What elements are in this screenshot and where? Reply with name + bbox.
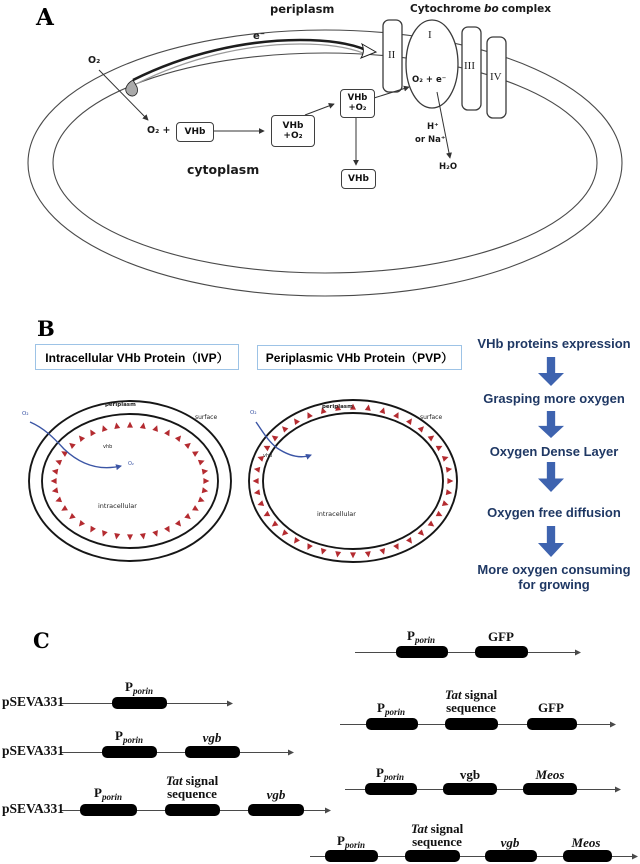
pvp-o2-outside-label: O₂ bbox=[250, 410, 257, 416]
cytoplasm-label: cytoplasm bbox=[187, 162, 260, 177]
transport-arrow bbox=[305, 104, 334, 115]
gene-box-tat bbox=[445, 718, 498, 730]
vhb-triangle bbox=[436, 443, 444, 451]
backbone-label-2: pSEVA331 bbox=[2, 743, 65, 758]
unit-ii-label: II bbox=[388, 49, 396, 61]
electron-label: e⁻ bbox=[253, 31, 266, 42]
gene-box-pporin bbox=[396, 646, 448, 658]
h-plus-label: H⁺ bbox=[427, 122, 439, 132]
vhb-triangle bbox=[175, 520, 183, 528]
vhb-triangle bbox=[418, 529, 426, 537]
vhb-triangle bbox=[152, 424, 160, 432]
ivp-vhb-triangles bbox=[51, 422, 210, 541]
vhb-triangle bbox=[365, 404, 372, 411]
gene-box-pporin bbox=[80, 804, 137, 816]
vhb-triangle bbox=[67, 441, 75, 449]
vhb-released-box: VHb bbox=[341, 169, 376, 189]
h2o-label: H₂O bbox=[439, 162, 458, 172]
vhb-triangle bbox=[442, 500, 450, 508]
vhb-triangle bbox=[203, 478, 209, 484]
vhb-triangle bbox=[262, 511, 270, 519]
pporin-label: $P_{porin}$ bbox=[376, 765, 404, 782]
gene-box-vgb bbox=[185, 746, 240, 758]
gene-box-gfp bbox=[475, 646, 528, 658]
vhb-triangle bbox=[127, 422, 133, 428]
vgb-label: vgb bbox=[266, 787, 286, 802]
meos-label: Meos bbox=[571, 835, 601, 850]
o2-plus-label: O₂ + bbox=[147, 125, 171, 136]
vhb-triangle bbox=[270, 433, 278, 441]
panel-a-cell-diagram bbox=[0, 0, 640, 310]
backbone-label-3: pSEVA331 bbox=[2, 801, 65, 816]
vhb-triangle bbox=[67, 513, 75, 521]
vhb-triangle bbox=[51, 487, 58, 494]
gene-box-meos bbox=[523, 783, 577, 795]
vhb-triangle bbox=[262, 443, 270, 451]
pvp-intracellular-label: intracellular bbox=[317, 510, 356, 518]
vhb-triangle bbox=[379, 406, 387, 414]
vhb-triangle bbox=[184, 513, 192, 521]
gene-box-vgb bbox=[248, 804, 304, 816]
vhb-triangle bbox=[365, 551, 372, 558]
pvp-vhb-triangles bbox=[253, 404, 454, 559]
gene-box-pporin bbox=[112, 697, 167, 709]
vhb-triangle bbox=[152, 530, 160, 538]
vhb-triangle bbox=[54, 458, 62, 466]
pvp-vhb-label: vhb bbox=[263, 453, 273, 459]
vhb-triangle bbox=[428, 433, 436, 441]
pporin-label: $P_{porin}$ bbox=[115, 728, 143, 745]
unit-i-label: I bbox=[428, 29, 432, 41]
vhb-o2-box: VHb +O₂ bbox=[271, 115, 315, 147]
vhb-triangle bbox=[428, 521, 436, 529]
complex-unit-i bbox=[406, 20, 458, 108]
vgb-label: vgb bbox=[459, 767, 481, 782]
pporin-label: $P_{porin}$ bbox=[125, 679, 153, 696]
o2-electron-label: O₂ + e⁻ bbox=[412, 75, 447, 85]
unit-iii-label: III bbox=[464, 60, 475, 72]
pporin-label: $P_{porin}$ bbox=[337, 833, 365, 850]
vhb-triangle bbox=[100, 424, 108, 432]
flow-step-4: Oxygen free diffusion bbox=[487, 505, 621, 520]
gene-box-gfp bbox=[527, 718, 577, 730]
vhb-o2-box-membrane: VHb +O₂ bbox=[340, 89, 375, 118]
pporin-label: $P_{porin}$ bbox=[377, 700, 405, 717]
vhb-triangle bbox=[393, 543, 401, 551]
vhb-triangle bbox=[51, 478, 57, 484]
pporin-label: $P_{porin}$ bbox=[407, 628, 435, 645]
flow-step-3: Oxygen Dense Layer bbox=[489, 444, 619, 459]
gene-box-vgb bbox=[443, 783, 497, 795]
gene-box-meos bbox=[563, 850, 612, 862]
outer-membrane bbox=[28, 30, 622, 296]
flow-step-5: More oxygen consuming for growing bbox=[477, 562, 631, 592]
vhb-triangle bbox=[446, 489, 453, 496]
ivp-surface-label: surface bbox=[195, 414, 218, 421]
vhb-triangle bbox=[442, 454, 450, 462]
vgb-label: vgb bbox=[500, 835, 520, 850]
vhb-triangle bbox=[319, 548, 327, 556]
vhb-triangle bbox=[164, 526, 172, 534]
vhb-triangle bbox=[406, 537, 414, 545]
vhb-triangle bbox=[253, 478, 259, 484]
periplasm-label: periplasm bbox=[270, 2, 335, 16]
vhb-triangle bbox=[113, 422, 120, 429]
ivp-o2-outside-label: O₂ bbox=[22, 411, 29, 417]
vhb-triangle bbox=[202, 468, 209, 475]
tat-signal-label: Tat signal sequence bbox=[410, 821, 464, 849]
gene-box-pporin bbox=[102, 746, 157, 758]
ivp-vhb-label: vhb bbox=[103, 444, 113, 450]
vhb-triangle bbox=[77, 520, 85, 528]
gene-box-vgb bbox=[485, 850, 537, 862]
vgb-label: vgb bbox=[202, 730, 222, 745]
pvp-title-box: Periplasmic VHb Protein（PVP） bbox=[257, 345, 462, 370]
vhb-triangle bbox=[334, 551, 341, 558]
vhb-triangle bbox=[202, 487, 209, 494]
vhb-triangle bbox=[253, 489, 260, 496]
vhb-triangle bbox=[51, 468, 58, 475]
gene-box-pporin bbox=[365, 783, 417, 795]
vhb-triangle bbox=[127, 534, 133, 540]
vhb-triangle bbox=[393, 411, 401, 419]
o2-outside-label: O₂ bbox=[88, 55, 101, 66]
flow-step-1: VHb proteins expression bbox=[477, 336, 631, 351]
tat-signal-label: Tat signal sequence bbox=[165, 773, 219, 801]
pvp-periplasm-label: periplasm bbox=[322, 404, 353, 410]
or-na-label: or Na⁺ bbox=[415, 135, 446, 145]
tat-signal-label: Tat signal sequence bbox=[444, 687, 498, 715]
vhb-triangle bbox=[175, 434, 183, 442]
cytochrome-complex-title: Cytochrome bo complex bbox=[410, 3, 552, 15]
pvp-cell bbox=[249, 400, 457, 562]
vhb-triangle bbox=[60, 449, 68, 457]
gfp-label: GFP bbox=[488, 629, 514, 644]
vhb-triangle bbox=[305, 411, 313, 419]
vhb-triangle bbox=[446, 466, 453, 473]
vhb-triangle bbox=[280, 529, 288, 537]
ivp-intracellular-label: intracellular bbox=[98, 502, 137, 510]
vhb-triangle bbox=[140, 422, 147, 429]
vhb-triangle bbox=[88, 428, 96, 436]
flow-step-2: Grasping more oxygen bbox=[483, 391, 625, 406]
vhb-triangle bbox=[192, 449, 200, 457]
vhb-triangle bbox=[164, 428, 172, 436]
ivp-cell bbox=[29, 401, 231, 561]
vhb-triangle bbox=[198, 496, 206, 504]
panel-b-letter: B bbox=[37, 316, 55, 341]
vhb-triangle bbox=[305, 543, 313, 551]
pvp-surface-label: surface bbox=[420, 414, 443, 421]
vhb-triangle bbox=[436, 511, 444, 519]
vhb-triangle bbox=[379, 548, 387, 556]
vhb-triangle bbox=[100, 530, 108, 538]
vhb-triangle bbox=[198, 458, 206, 466]
vhb-triangle bbox=[60, 505, 68, 513]
ivp-o2-inside-label: O₂ bbox=[128, 461, 134, 467]
vhb-triangle bbox=[447, 478, 453, 484]
vhb-triangle bbox=[406, 417, 414, 425]
panel-a-letter: A bbox=[36, 4, 54, 31]
gene-box-tat bbox=[165, 804, 220, 816]
vhb-triangle bbox=[88, 526, 96, 534]
gfp-label: GFP bbox=[538, 700, 564, 715]
vhb-triangle bbox=[280, 424, 288, 432]
cytochrome-bo-complex bbox=[383, 20, 506, 118]
vhb-triangle bbox=[54, 496, 62, 504]
vhb-triangle bbox=[140, 533, 147, 540]
electron-flow-arrow bbox=[126, 40, 376, 96]
vhb-triangle bbox=[192, 505, 200, 513]
vhb-triangle bbox=[350, 552, 356, 558]
vhb-triangle bbox=[257, 500, 265, 508]
gene-box-pporin bbox=[366, 718, 418, 730]
backbone-label-1: pSEVA331 bbox=[2, 694, 65, 709]
pporin-label: $P_{porin}$ bbox=[94, 785, 122, 802]
vhb-triangle bbox=[77, 434, 85, 442]
ivp-periplasm-label: periplasm bbox=[105, 402, 136, 408]
gene-box-tat bbox=[405, 850, 460, 862]
panel-c-letter: C bbox=[33, 628, 50, 653]
vhb-triangle bbox=[253, 466, 260, 473]
unit-iv-label: IV bbox=[490, 71, 502, 83]
vhb-box: VHb bbox=[176, 122, 214, 142]
meos-label: Meos bbox=[535, 767, 565, 782]
vhb-triangle bbox=[184, 441, 192, 449]
ivp-title-box: Intracellular VHb Protein（IVP） bbox=[35, 344, 239, 370]
vhb-triangle bbox=[292, 417, 300, 425]
vhb-triangle bbox=[113, 533, 120, 540]
vhb-triangle bbox=[418, 424, 426, 432]
vhb-triangle bbox=[292, 537, 300, 545]
vhb-triangle bbox=[270, 521, 278, 529]
